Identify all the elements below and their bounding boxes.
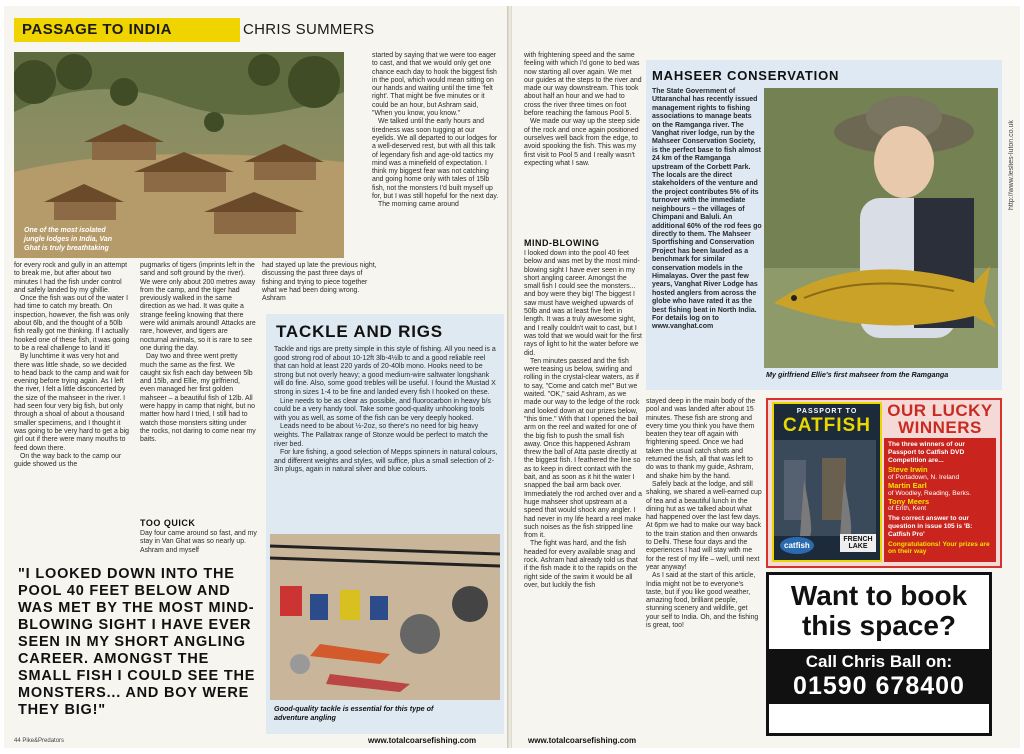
- mind-blowing-text: [524, 250, 642, 590]
- page-number: [14, 738, 64, 744]
- winners-intro: The three winners of our Passport to Catfish DVD Competition are...: [888, 441, 965, 464]
- too-quick-heading: TOO QUICK: [140, 518, 196, 528]
- dvd-cover-title: CATFISH: [783, 415, 871, 436]
- winner-3-name: Tony Meers: [888, 496, 930, 506]
- paragraph: Safely back at the lodge, and still shaking, we shared a well-earned cup of tea and a beautiful lunch in the dining hut as we talked about what had happened over the last few days. At 6pm we had to make our way back to the train station and then onwards to Delhi. These four days and the experiences I had will stay with me for the rest of my life – well, until next year anyway!: [646, 480, 762, 571]
- footer-url-right[interactable]: www.totalcoarsefishing.com: [528, 736, 637, 745]
- pull-quote: "I LOOKED DOWN INTO THE POOL 40 FEET BELOW AND WAS MET BY THE MOST MIND-BLOWING SIGHT I HAVE EVER SEEN IN MY SHORT ANGLING CAREER. AMONGST THE SMALL FISH I COULD SEE THE MONSTERS... AND BOY WERE THEY BIG!": [18, 566, 256, 718]
- advert-phone[interactable]: 01590 678400: [793, 672, 965, 700]
- tackle-caption-line-1: Good-quality tackle is essential for this type of: [274, 704, 434, 713]
- article-column-2: [140, 262, 256, 445]
- magazine-name: Pike&Predators: [22, 738, 65, 744]
- mahseer-box-text: [652, 88, 762, 332]
- right-column-2: [646, 398, 762, 630]
- paragraph: Tackle and rigs are pretty simple in this style of fishing. All you need is a good strong rod of about 10-12ft 3lb-4½lb tc and a good reliable reel that can hold at least 220 yards of 20-40lb mono. Hooks need to be strong but not overly heavy; a good medium-wire saltwater longshank will do fine. Also, some good trebles will be useful. I found the Mustad X strong in sizes 1-4 to be fine and landed every fish I hooked on these.: [274, 346, 496, 396]
- side-url[interactable]: http://www.leslies-luton.co.uk: [1008, 120, 1015, 210]
- paragraph: On the way back to the camp our guide showed us the: [14, 452, 122, 469]
- dvd-catfish-badge: catfish: [780, 537, 814, 554]
- too-quick-text: Day four came around so fast, and my stay in Van Ghat was so nearly up. Ashram and myself: [140, 530, 257, 554]
- tackle-box-title: TACKLE AND RIGS: [276, 322, 443, 341]
- tackle-photo: [270, 534, 500, 700]
- congratulations: Congratulations! Your prizes are on their way: [888, 540, 990, 556]
- paragraph: started by saying that we were too eager to cast, and that we would only get one chance each day to hook the biggest fish in the pool, which would mean sitting on our hands and waiting until the time 'felt right'. That might be five minutes or it could be an hour, but Ashram said, "When you know, you know.": [372, 52, 497, 118]
- article-column-3-mid: [262, 262, 380, 303]
- paragraph: with frightening speed and the same feeling with which I'd gone to bed was now starting all over again. We met our guides at the steps to the river and made our way downstream. This took about half an hour and we had to cross the river three times on foot before reaching the famous Pool 5.: [524, 52, 642, 118]
- dvd-cover-top: PASSPORT TO: [796, 408, 858, 415]
- lodge-caption-line-2: jungle lodges in India, Van: [24, 236, 113, 243]
- lucky-title-line-2: WINNERS: [898, 418, 982, 437]
- paragraph: stayed deep in the main body of the pool and was landed after about 15 minutes. These fish are strong and every time you think you have them beaten they tear off again with frightening speed. Once we had taken the usual catch shots and returned the fish, all that was left to do was to thank my guide, Ashram, and shake him by the hand.: [646, 398, 756, 480]
- advert-box: [766, 572, 992, 736]
- winner-1-name: Steve Irwin: [888, 465, 928, 475]
- correct-answer: The correct answer to our question in issue 105 is 'B: Catfish Pro': [888, 515, 973, 538]
- advert-call-band: [769, 649, 989, 704]
- paragraph: For lure fishing, a good selection of Mepps spinners in natural colours, and different weights and styles, will suffice, plus a small selection of 2-3in plugs, again in natural silver and blue colours.: [274, 449, 498, 474]
- lodge-caption-line-3: Ghat is truly breathtaking: [24, 245, 109, 252]
- article-column-1: [14, 262, 132, 469]
- paragraph: The fight was hard, and the fish headed for every available snag and rock. Ashram had already told us that if the fish made it to the rapids on the right side of the swim it would be all over, but luckily the fish: [524, 540, 638, 589]
- page-number-value: 44: [14, 738, 21, 744]
- tackle-photo-caption: [274, 704, 500, 722]
- mahseer-photo-caption: My girlfriend Ellie's first mahseer from the Ramganga: [766, 370, 949, 379]
- lodge-caption-line-1: One of the most isolated: [24, 227, 106, 234]
- article-author: CHRIS SUMMERS: [243, 21, 375, 38]
- paragraph: We talked until the early hours and tiredness was soon tugging at our eyelids. We all departed to our lodges for a well-deserved rest, but with all this talk of legendary fish and age-old tactics my mind was a minefield of expectation. I think my biggest fear was not catching and going home only with tales of 15lb fish, not the monsters I'd built myself up for, but I was still hopeful for the next day.: [372, 118, 499, 201]
- paragraph: Leads need to be about ½-2oz, so there's no need for big heavy weights. The Pallatrax range of Stonze would be perfect to match the river bed.: [274, 423, 488, 448]
- paragraph: pugmarks of tigers (imprints left in the sand and soft ground by the river). We were only about 200 metres away from the camp, and the tiger had previously walked in the same direction as we had. It was quite a strange feeling knowing that there were wild animals around! Attacks are rare, however, and tigers are nocturnal animals, so it is rare to see one during the day.: [140, 262, 256, 352]
- footer-url-left[interactable]: www.totalcoarsefishing.com: [368, 736, 477, 745]
- winner-2-place: of Woodley, Reading, Berks.: [888, 489, 971, 497]
- paragraph: Line needs to be as clear as possible, and fluorocarbon in heavy b/s could be a very handy tool. Take some good-quality unhooking tools with you as well, as some of the fish can be very deeply hooked.: [274, 397, 491, 422]
- tackle-caption-line-2: adventure angling: [274, 713, 336, 722]
- tackle-photo-art: [270, 534, 500, 700]
- mind-blowing-heading: MIND-BLOWING: [524, 238, 600, 248]
- paragraph: The morning came around: [378, 201, 459, 209]
- paragraph: for every rock and gully in an attempt to break me, but after about two minutes I had the fish under control and safely landed by my ghillie.: [14, 262, 127, 294]
- mahseer-text: The State Government of Uttaranchal has recently issued management rights to fishing associations to manage beats on the Ramganga river. The Vanghat river lodge, run by the Mahseer Conservation Society, is the perfect base to fish almost 24 km of the Ramganga upstream of the Corbett Park. The locals are the direct stakeholders of the venture and the project contributes 5% of its turnover with the immediate neighbours – the villages of Chimpani and Baluli. An additional 60% of the rod fees go directly to them. The Mahseer Sportfishing and Conservation Project has been lauded as a benchmark for similar conservation models in the Himalayas. Over the past few years, Vanghat River Lodge has hosted anglers from across the globe who have rated it as the best fishing beat in North India. For details log on to: [652, 88, 762, 322]
- right-column-1-top: [524, 52, 642, 168]
- lodge-photo-caption: [24, 226, 224, 253]
- paragraph: We made our way up the steep side of the rock and once again positioned ourselves well back from the edge, to avoid spooking the fish. This was my first visit to Pool 5 and I really wasn't expecting what I saw.: [524, 118, 640, 167]
- dvd-cover-art: [774, 440, 876, 536]
- winner-1-place: of Portadown, N. Ireland: [888, 474, 960, 482]
- mahseer-box-title: MAHSEER CONSERVATION: [652, 68, 840, 83]
- mahseer-photo-art: [764, 88, 998, 368]
- winner-3-place: of Erith, Kent: [888, 505, 927, 513]
- paragraph: had stayed up late the previous night, discussing the past three days of fishing and trying to piece together what we had been doing wrong. Ashram: [262, 262, 377, 303]
- paragraph: By lunchtime it was very hot and there was little shade, so we decided to head back to the camp and wait for evening before trying again. As I left the river, I felt a little disconcerted by the size of the mahseer in the river. I had seen four very big fish, but only through a shoal of about a thousand smaller specimens, and I thought it was going to be very hard to get a big girl out if there were many mouths to feed down there.: [14, 353, 129, 452]
- lucky-winners-title: [884, 402, 996, 436]
- article-column-3-top: [372, 52, 500, 210]
- tackle-box-text: [274, 346, 498, 475]
- dvd-french-lake: FRENCH LAKE: [840, 534, 876, 552]
- advert-line-1: Want to book: [790, 580, 968, 611]
- winner-2-name: Martin Earl: [888, 480, 927, 490]
- paragraph: Once the fish was out of the water I had time to catch my breath. On inspection, however, the fish was only about 6lb, and the thought of a 50lb fish really got me thinking. If I actually hooked one of these fish, it was going to be a real challenge to land it!: [14, 295, 130, 352]
- winners-panel: [884, 438, 996, 562]
- advert-line-3: Call Chris Ball on:: [805, 652, 953, 671]
- paragraph: As I said at the start of this article, India might not be to everyone's taste, but if you like good weather, amazing food, brilliant people, stunning scenery and wildlife, get your self to India. Oh, and the fishing is great, too!: [646, 572, 759, 630]
- vanghat-link[interactable]: www.vanghat.com: [652, 323, 714, 331]
- mahseer-photo: [764, 88, 998, 368]
- paragraph: Ten minutes passed and the fish were teasing us below, swirling and rolling in the crystal-clear waters, as if to say, "Come and catch me!" But we waited. "OK," said Ashram, as we made our way to the ledge of the rock and looked down at our prizes below, "this time." With that I opened the bail arm on the reel and waited for one of the big fish to push the small fish away. Once this happened Ashram threw the ball of Atta paste directly at the biggest fish. I feathered the line so as to keep in direct contact with the bait, and as soon as it hit the water I snapped the bail arm back over. Immediately the rod arched over and a huge mahseer shot upstream at a speed that would shock any angler. I had never in my life heard a reel make such noises as the fish stripped line from it.: [524, 357, 642, 540]
- article-section-title: PASSAGE TO INDIA: [22, 21, 172, 38]
- lucky-title-line-1: OUR LUCKY: [887, 401, 993, 420]
- paragraph: I looked down into the pool 40 feet below and was met by the most mind-blowing sight I have ever seen in my short angling career. Amongst the small fish I could see the monsters... and boy were they big! The biggest I saw must have weighed upwards of 50lb and was at least five feet in length. It was a truly awesome sight, and I really couldn't wait to cast, but I was told that we would wait for the first rays of light to hit the water before we did.: [524, 250, 642, 357]
- advert-line-2: this space?: [801, 610, 957, 641]
- dvd-cover: [772, 402, 882, 562]
- paragraph: Day two and three went pretty much the same as the first. We caught six fish each day between 5lb and 15lb, and Ellie, my girlfriend, even managed her first golden mahseer – a beautiful fish of 12lb. All were happy in camp that night, but no matter how hard I tried, I still had to watch those monsters sitting under the rocks, not daring to come near my baits.: [140, 353, 256, 444]
